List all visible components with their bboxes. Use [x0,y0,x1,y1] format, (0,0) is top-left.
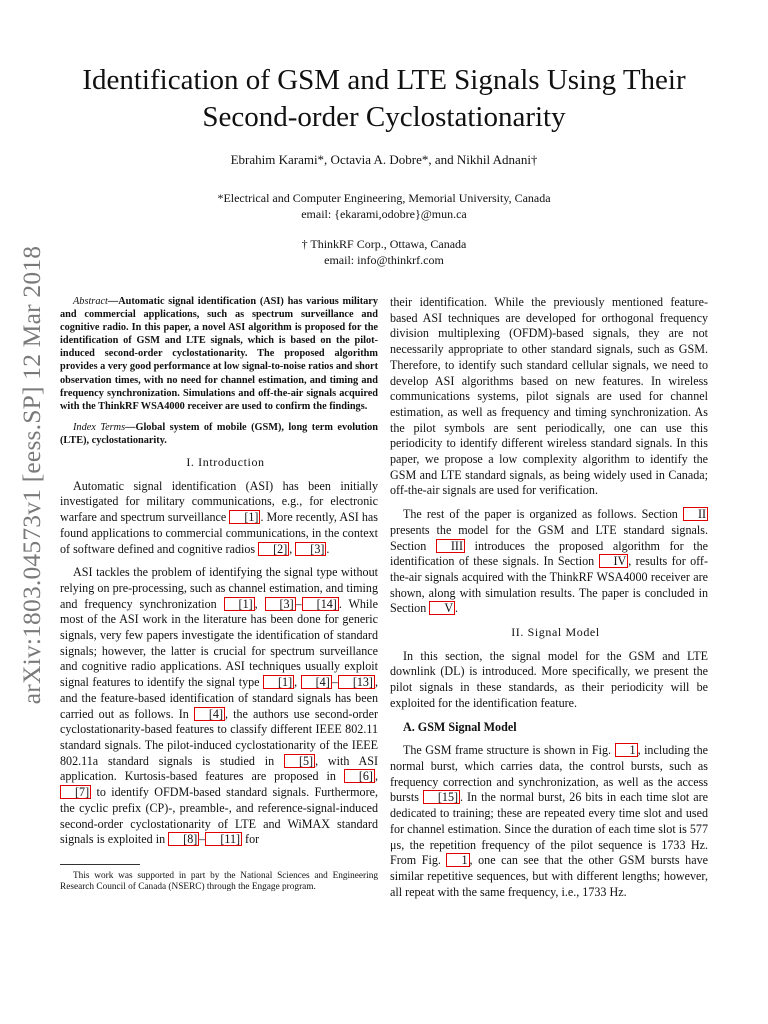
text-run: . In the normal burst, 26 bits in each time slot are dedicated to training; these are repeated every time slot and used for channel estimation. Since the duration of each time slot is 577 μs, the repetition frequency of the pilot sequence is 1733 Hz. From Fig. [390,790,708,868]
title-line-2: Second-order Cyclostationarity [202,101,566,133]
text-run: The rest of the paper is organized as follows. Section [403,507,683,522]
text-run: Automatic signal identification (ASI) has been initially investigated for military communications, e.g., for electronic warfare and spectrum surveillance [60,478,378,525]
text-run: . While most of the ASI work in the literature has been done for generic signals, very few papers investigate the identification of standard signals; however, the latter is crucial for spectrum surveillance and cognitive radio applications. ASI techniques usually exploit signal features to identify the signal type [60,596,379,690]
text-run: for [242,832,260,847]
footnote-divider [60,864,140,865]
text-run: – [199,832,206,847]
section-heading-introduction: I. Introduction [186,455,265,470]
citation-link[interactable]: [3] [265,597,296,611]
affiliation-2-email: email: info@thinkrf.com [324,253,444,267]
citation-link[interactable]: [11] [205,832,242,846]
citation-link[interactable]: [1] [224,597,255,611]
figure-link[interactable]: 1 [446,853,469,867]
section-link[interactable]: II [683,507,708,521]
abstract-text: —Automatic signal identification (ASI) has various military and commercial applications, such as spectrum surveillance and cognitive radio. In this paper, a novel ASI algorithm is proposed for the identification of GSM and LTE signals, which is based on the pilot-induced second-order cyclostationarity. The proposed algorithm provides a very good performance at low signal-to-noise ratios and short observation times, with no need for channel estimation, and timing and frequency synchronization. Simulations and off-the-air signals acquired with the ThinkRF WSA4000 receiver are used to confirm the findings. [60,296,378,412]
intro-paragraph-2 [60,565,378,848]
citation-link[interactable]: [4] [301,675,332,689]
citation-link[interactable]: [13] [338,675,375,689]
affiliation-2 [40,236,728,268]
text-run: . [326,541,330,556]
text-run: The GSM frame structure is shown in Fig. [403,743,615,758]
affiliation-1-email: email: {ekarami,odobre}@mun.ca [301,207,467,221]
text-run: , with ASI application. Kurtosis-based features are proposed in [60,753,379,784]
text-run: ASI tackles the problem of identifying the signal type without relying on pre-processing, such as channel estimation, and timing and frequency synchronization [60,565,378,611]
citation-link[interactable]: [3] [295,542,326,556]
right-column [390,295,708,900]
text-run: , the authors use second-order cyclostationarity-based features to classify different IEEE 802.11 standard signals. The pilot-induced cyclostationarity of the IEEE 802.11a standard signals is studied in [60,706,378,768]
text-run: , [289,541,296,556]
citation-link[interactable]: [15] [423,790,460,804]
citation-link[interactable]: [2] [258,542,289,556]
arxiv-stamp [12,245,52,705]
funding-footnote: This work was supported in part by the National Sciences and Engineering Research Council of Canada (NSERC) through the Engage program. [60,870,378,893]
intro-paragraph-3: their identification. While the previously mentioned feature-based ASI techniques are developed for orthogonal frequency division multiplexing (OFDM)-based signals, they are not necessarily appropriate to other standard signals, such as GSM. Therefore, to identify such standard cellular signals, we need to develop ASI algorithms based on new features. In wireless communications systems, pilot signals are used for channel estimation, as well as frequency and timing synchronization. As the pilot symbols are sent periodically, one can use this periodicity to identify different wireless standard signals. In this paper, we propose a low complexity algorithm to identify the GSM and LTE standard signals, as being widely used in Canada; off-the-air signals are used for verification. [390,295,708,498]
index-terms [60,421,378,447]
signal-model-paragraph: In this section, the signal model for the GSM and LTE downlink (DL) is introduced. More specifically, we present the pilot signals in these standards, as their periodicity will be exploited for the identification feature. [390,648,708,710]
text-run: , one can see that the other GSM bursts have similar repetitive sequences, but with different lengths; however, all repeat with the same frequency, i.e., 1733 Hz. [390,853,708,899]
subsection-heading-gsm: A. GSM Signal Model [403,719,517,734]
author-list: Ebrahim Karami*, Octavia A. Dobre*, and Nikhil Adnani† [230,152,538,167]
index-terms-label: Index Terms [73,421,126,433]
text-run: . More recently, ASI has found applications to commercial communications, in the context of software defined and cognitive radios [60,510,378,556]
left-column [60,295,378,894]
text-run: , and the feature-based identification of standard signals has been carried out as follows. In [60,675,378,721]
text-run: . [455,601,459,616]
affiliation-1-name: *Electrical and Computer Engineering, Memorial University, Canada [217,191,551,205]
paper-organization-paragraph [390,507,708,617]
gsm-paragraph [390,743,708,900]
citation-link[interactable]: [8] [168,832,199,846]
citation-link[interactable]: [1] [263,675,294,689]
text-run: to identify OFDM-based standard signals. Furthermore, the cyclic prefix (CP)-, preamble-, and reference-signal-induced second-order cyclostationarity of LTE and WiMAX standard signals is exploited in [60,785,378,847]
text-run: – [295,596,302,611]
citation-link[interactable]: [6] [344,769,375,783]
text-run: presents the model for the GSM and LTE standard signals. Section [390,522,708,553]
abstract-label: Abstract [73,296,108,307]
section-heading-signal-model: II. Signal Model [511,625,600,640]
abstract [60,295,378,413]
text-run: , [374,769,378,784]
index-terms-text: —Global system of mobile (GSM), long term evolution (LTE), cyclostationarity. [60,421,379,446]
citation-link[interactable]: [4] [194,707,225,721]
section-link[interactable]: IV [599,554,629,568]
text-run: , [294,675,301,690]
text-run: – [331,675,338,690]
title-line-1: Identification of GSM and LTE Signals Using Their [82,64,686,96]
text-run: , results for off-the-air signals acquired with the ThinkRF WSA4000 receiver are shown, along with simulation results. The paper is concluded in Section [390,554,708,616]
text-run: introduces the proposed algorithm for the identification of these signals. In Section [390,538,708,569]
citation-link[interactable]: [1] [229,510,260,524]
citation-link[interactable]: [7] [60,785,91,799]
citation-link[interactable]: [14] [302,597,339,611]
text-run: , [254,596,265,611]
section-link[interactable]: III [436,539,465,553]
arxiv-stamp-text: arXiv:1803.04573v1 [eess.SP] 12 Mar 2018 [17,245,46,705]
citation-link[interactable]: [5] [284,754,315,768]
intro-paragraph-1 [60,479,378,558]
section-link[interactable]: V [429,601,455,615]
figure-link[interactable]: 1 [615,743,638,757]
affiliation-1 [40,190,728,222]
paper-title [40,62,728,136]
affiliation-2-name: † ThinkRF Corp., Ottawa, Canada [301,237,467,251]
text-run: , including the normal burst, which carries data, the control bursts, such as frequency correction and synchronization, as well as the access bursts [390,743,709,805]
